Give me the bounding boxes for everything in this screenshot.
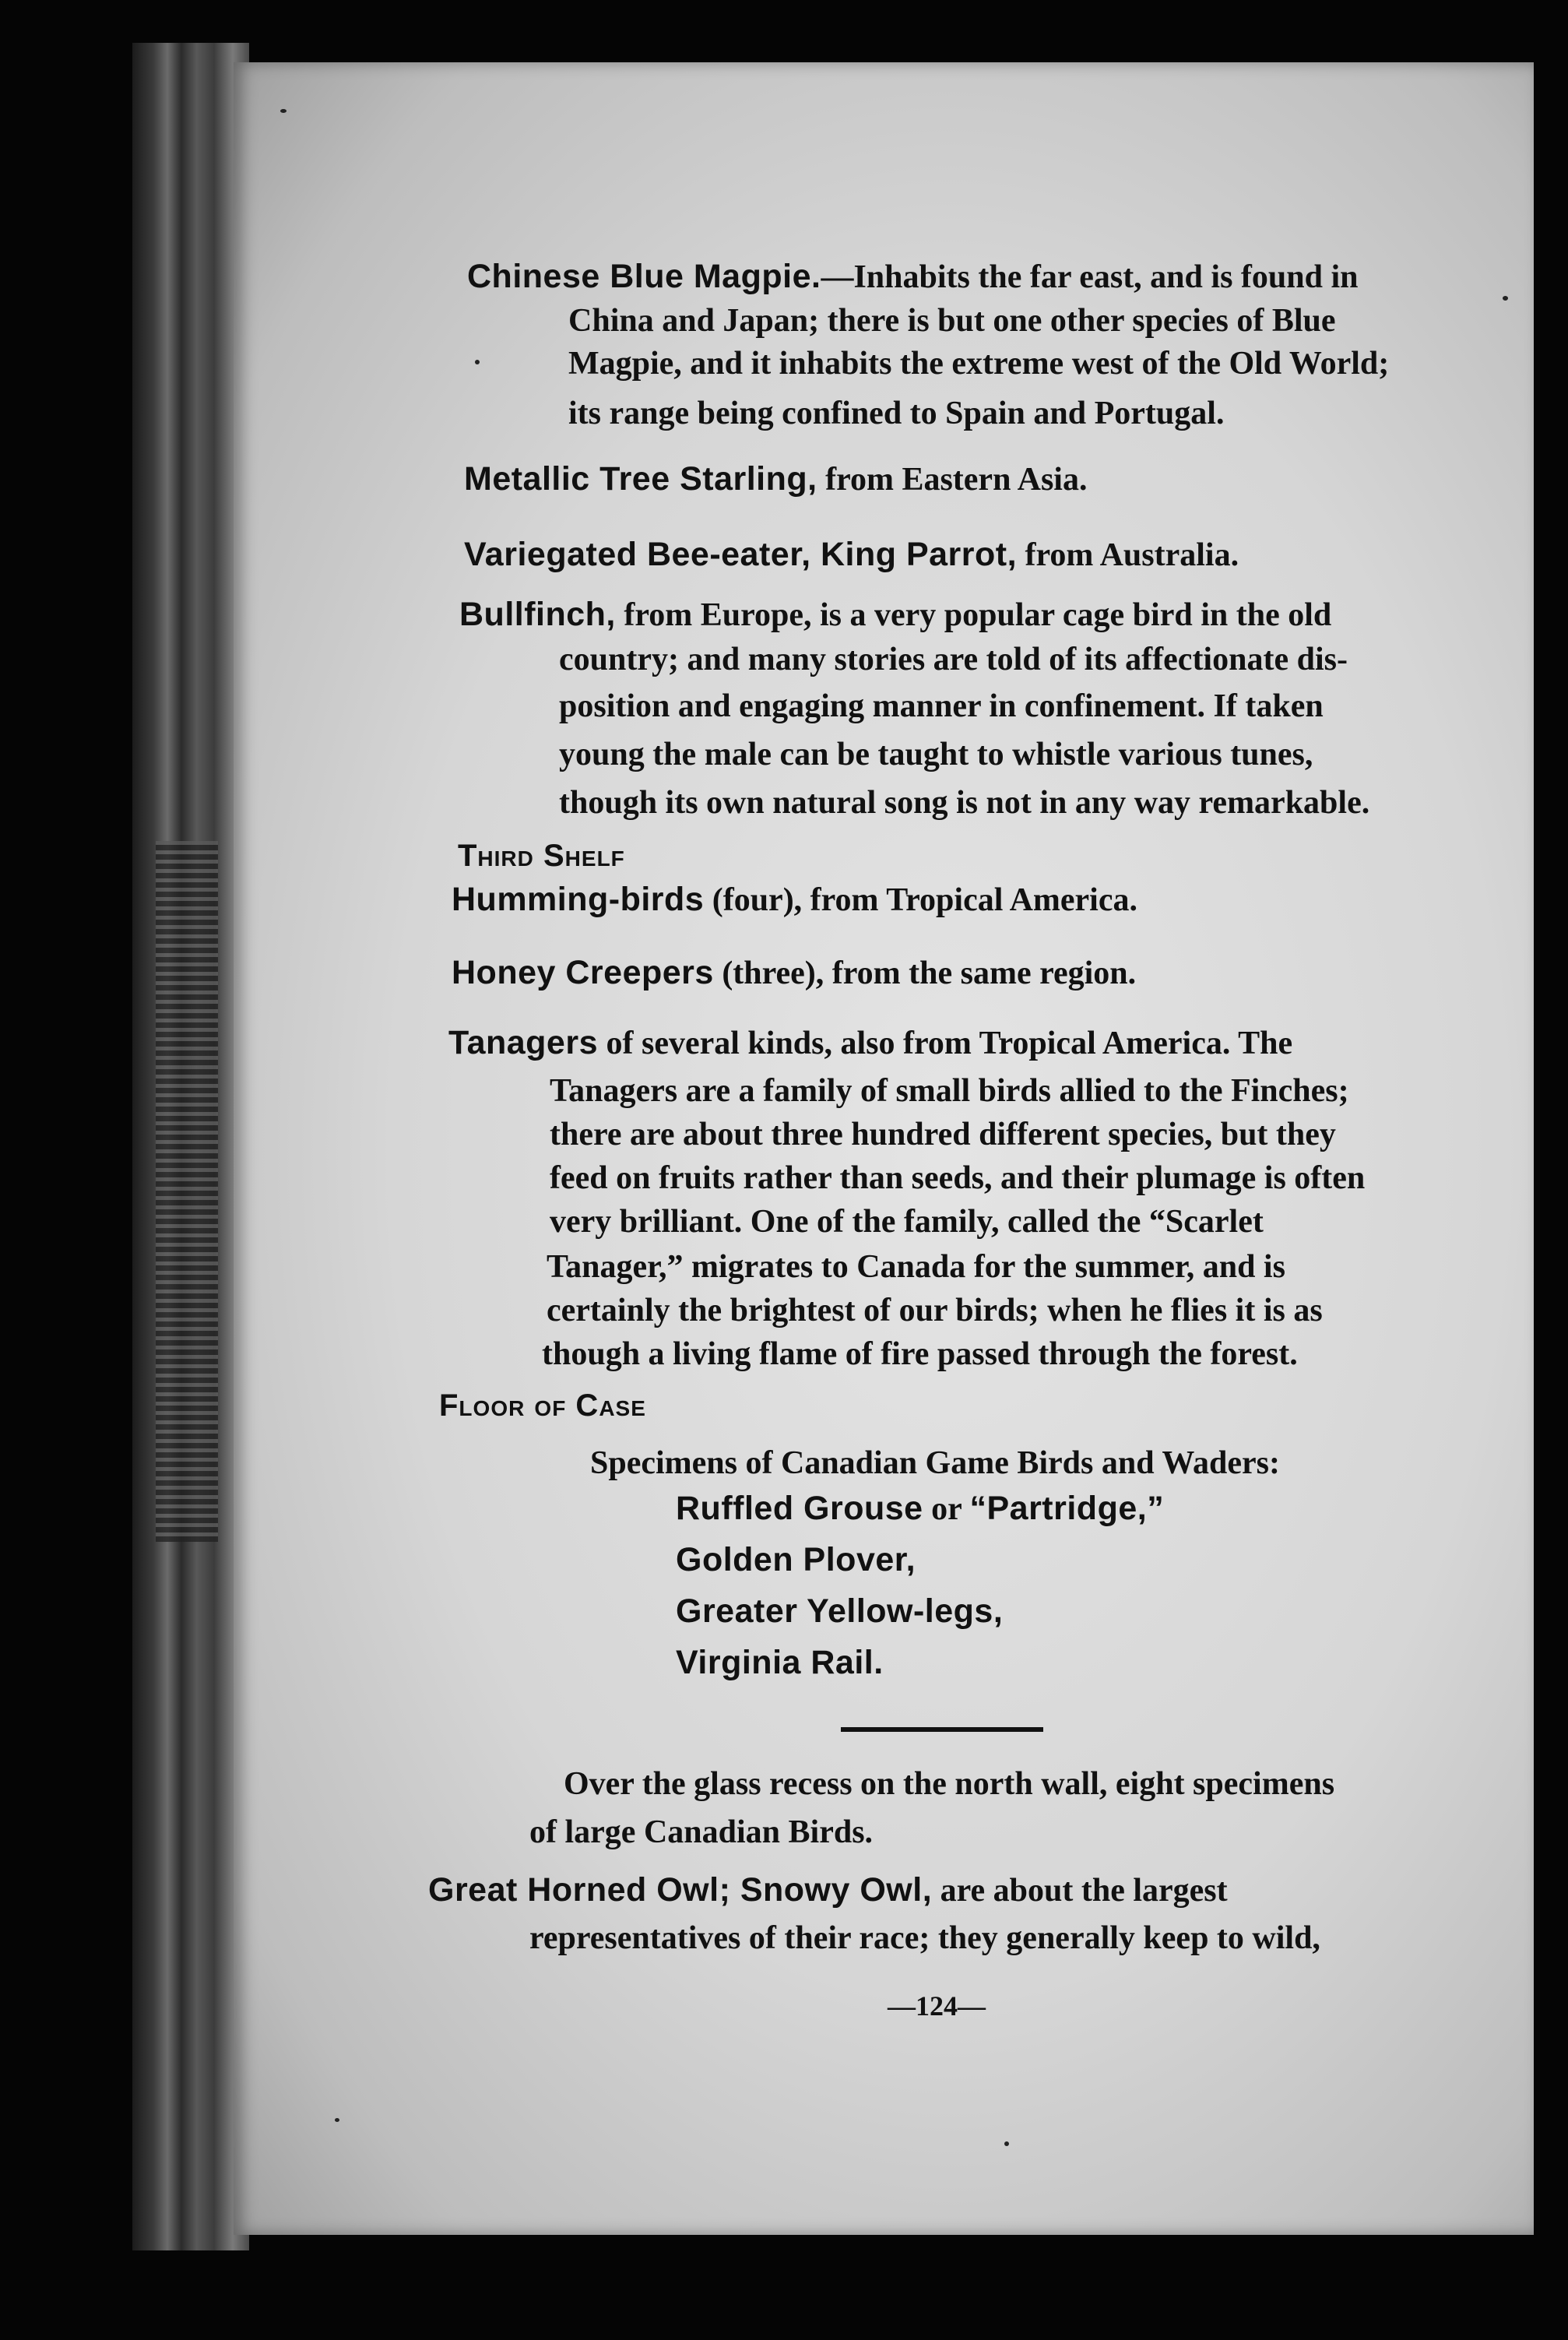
entry-line: from Europe, is a very popular cage bird in the old [615,597,1332,633]
entry-head: Variegated Bee-eater, King Parrot, [464,536,1018,573]
entry-humming-birds [452,878,1137,921]
entry-line: are about the largest [932,1873,1228,1909]
entry-head: Great Horned Owl; Snowy Owl, [428,1871,933,1909]
entry-line: Tanager,” migrates to Canada for the summer, and is [547,1249,1285,1285]
entry-line: Tanagers are a family of small birds allied to the Finches; [550,1073,1349,1109]
entry-head: Tanagers [448,1024,598,1061]
entry-line: very brilliant. One of the family, called the “Scarlet [550,1204,1264,1240]
bird-list-item [676,1487,1164,1530]
entry-line: of several kinds, also from Tropical America. The [598,1026,1293,1061]
entry-line: China and Japan; there is but one other species of Blue [568,303,1336,339]
entry-rest: (three), from the same region. [713,955,1137,991]
section-heading-third-shelf: Third Shelf [458,839,625,873]
entry-head: Metallic Tree Starling, [464,460,817,498]
speck [475,360,480,364]
section-heading-floor-of-case: Floor of Case [439,1388,646,1423]
entry-line: —Inhabits the far east, and is found in [821,259,1359,295]
entry-line: certainly the brightest of our birds; when he flies it is as [547,1293,1323,1328]
bird-list-item: Greater Yellow-legs, [676,1592,1004,1630]
entry-honey-creepers [452,952,1136,994]
entry-line: young the male can be taught to whistle various tunes, [559,737,1313,772]
entry-metallic-tree-starling [464,458,1087,501]
page-number: —124— [888,1990,986,2022]
entry-line: Magpie, and it inhabits the extreme west of the Old World; [568,346,1390,382]
speck [1004,2141,1009,2146]
speck [1503,296,1508,301]
recess-line: of large Canadian Birds. [529,1814,874,1850]
floor-intro: Specimens of Canadian Game Birds and Waders: [590,1445,1280,1481]
section-rule [841,1727,1043,1732]
entry-head: Chinese Blue Magpie. [467,258,821,295]
entry-owls [428,1869,1228,1912]
bird-list-item: Virginia Rail. [676,1644,884,1681]
entry-head: Humming-birds [452,881,705,918]
bird-list-item: Golden Plover, [676,1541,916,1578]
entry-chinese-blue-magpie [467,255,1359,298]
entry-line: though its own natural song is not in any way remarkable. [559,785,1370,821]
recess-line: Over the glass recess on the north wall, eight specimens [564,1766,1335,1802]
entry-line: though a living flame of fire passed through the forest. [542,1336,1298,1372]
spine-stamp [156,841,218,1542]
speck [335,2118,339,2122]
bird-join: or [923,1491,970,1527]
bird-alt-name: “Partridge,” [969,1490,1165,1527]
entry-rest: (four), from Tropical America. [704,882,1137,918]
entry-head: Bullfinch, [459,596,616,633]
entry-line: country; and many stories are told of its affectionate dis- [559,642,1348,677]
entry-bullfinch [459,593,1331,636]
entry-line: position and engaging manner in confinement. If taken [559,688,1324,724]
entry-line: feed on fruits rather than seeds, and their plumage is often [550,1160,1366,1196]
entry-line: its range being confined to Spain and Portugal. [568,396,1225,431]
speck [280,109,287,113]
bird-name: Ruffled Grouse [676,1490,923,1527]
entry-rest: from Eastern Asia. [817,462,1088,498]
entry-rest: from Australia. [1017,537,1239,573]
entry-tanagers [448,1022,1292,1064]
entry-head: Honey Creepers [452,954,714,991]
entry-line: there are about three hundred different species, but they [550,1117,1336,1152]
entry-line: representatives of their race; they generally keep to wild, [529,1920,1320,1956]
entry-variegated-bee-eater [464,533,1239,576]
